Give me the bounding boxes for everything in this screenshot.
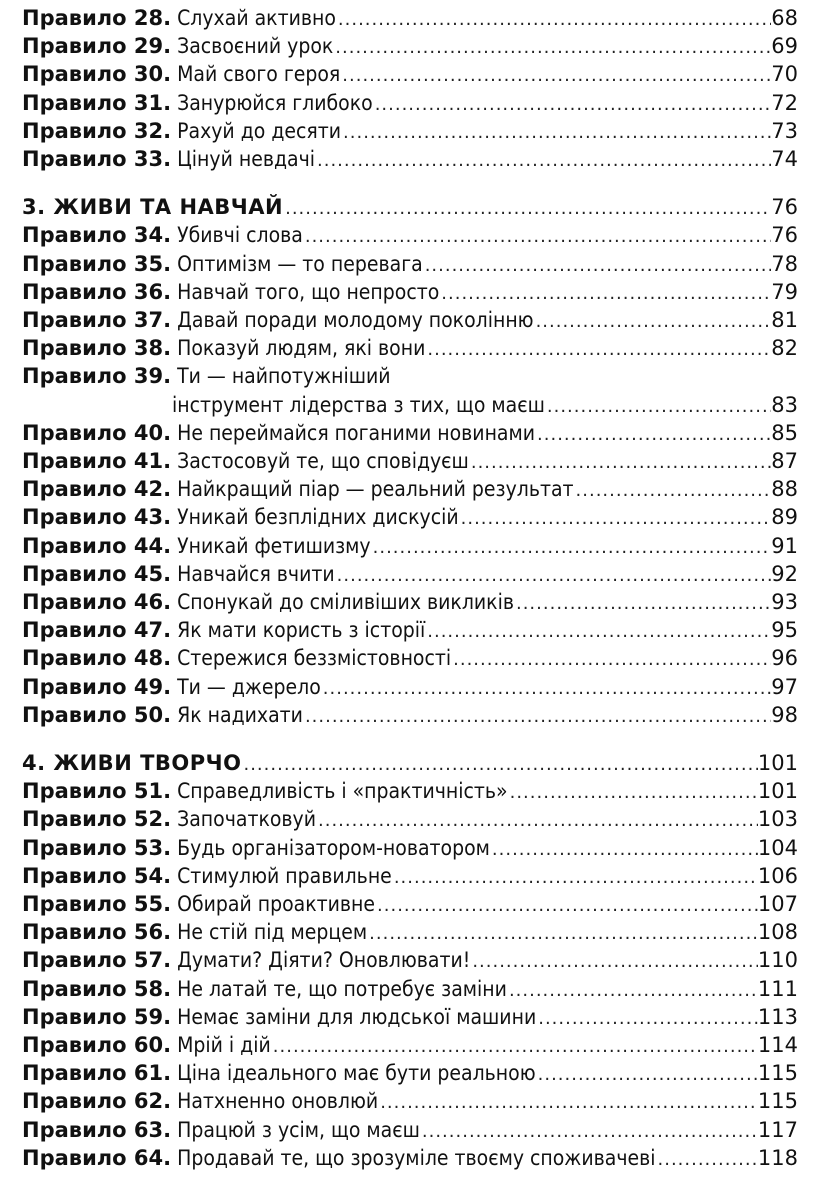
rule-label: Правило 44.	[22, 533, 172, 558]
section-title: 3. ЖИВИ ТА НАВЧАЙ	[22, 195, 284, 220]
rule-title: Засвоєний урок	[177, 34, 334, 59]
toc-entry	[22, 1116, 798, 1144]
page-number: 92	[771, 561, 798, 586]
page-number: 115	[757, 1089, 798, 1114]
rule-label: Правило 39.	[22, 364, 172, 389]
rule-label: Правило 40.	[22, 420, 172, 445]
page-number: 91	[771, 533, 798, 558]
page-number: 113	[757, 1004, 798, 1029]
page-number: 87	[771, 449, 798, 473]
toc-entry	[22, 475, 798, 503]
rule-label: Правило 33.	[22, 147, 172, 171]
page-number: 89	[771, 505, 798, 530]
dot-leader	[451, 646, 771, 674]
page-number: 93	[771, 590, 798, 614]
rule-label: Правило 60.	[22, 1033, 172, 1057]
rule-label: Правило 54.	[22, 863, 172, 888]
rule-label: Правило 42.	[22, 477, 172, 502]
rule-label: Правило 35.	[22, 251, 172, 276]
rule-label: Правило 62.	[22, 1089, 172, 1114]
rule-title: Навчайся вчити	[177, 561, 335, 586]
page-number: 101	[757, 779, 798, 804]
rule-title: Навчай того, що непросто	[177, 279, 440, 304]
rule-title: Занурюйся глибоко	[177, 90, 373, 115]
page-number: 85	[771, 420, 798, 445]
page-number: 70	[771, 62, 798, 87]
rule-title: Май свого героя	[177, 62, 341, 87]
dot-leader	[459, 505, 772, 533]
rule-title: Продавай те, що зрозуміле твоєму споживачеві	[177, 1145, 656, 1170]
toc-entry	[22, 777, 798, 805]
rule-label: Правило 28.	[22, 6, 172, 30]
rule-title: Думати? Діяти? Оновлювати!	[177, 948, 471, 973]
page-number: 83	[771, 392, 798, 417]
dot-leader	[315, 147, 771, 175]
toc-entry	[22, 644, 798, 672]
rule-title: Застосовуй те, що сповідуєш	[177, 449, 469, 473]
page-number: 108	[757, 920, 798, 945]
rule-title: Стережися беззмістовності	[177, 646, 452, 671]
rule-title: Рахуй до десяти	[177, 118, 342, 143]
rule-label: Правило 53.	[22, 835, 172, 860]
dot-leader	[303, 223, 771, 251]
rule-title: Започатковуй	[177, 807, 317, 832]
dot-leader	[392, 864, 758, 892]
rule-title: Оптимізм — то перевага	[177, 251, 423, 276]
rule-title: Ти — джерело	[177, 674, 321, 699]
rule-title: Не латай те, що потребує заміни	[177, 976, 507, 1001]
rule-title-line2: інструмент лідерства з тих, що маєш	[172, 392, 545, 417]
rule-title: Слухай активно	[177, 6, 336, 30]
toc-entry-continuation	[22, 391, 798, 419]
toc-entry	[22, 419, 798, 447]
toc-entry	[22, 805, 798, 833]
rule-title: Убивчі слова	[177, 223, 303, 248]
toc-entry	[22, 60, 798, 88]
page-number: 98	[771, 702, 798, 727]
dot-leader	[545, 393, 771, 421]
rule-label: Правило 34.	[22, 223, 172, 248]
dot-leader	[333, 34, 771, 62]
page-number: 73	[771, 118, 798, 143]
section-heading	[22, 193, 798, 221]
page-number: 114	[757, 1033, 798, 1057]
rule-title: Натхненно оновлюй	[177, 1089, 379, 1114]
page-number: 103	[757, 807, 798, 832]
dot-leader	[420, 1118, 758, 1146]
page-number: 81	[771, 308, 798, 332]
toc-entry	[22, 221, 798, 249]
dot-leader	[373, 91, 772, 119]
rule-label: Правило 50.	[22, 702, 172, 727]
toc-entry	[22, 1003, 798, 1031]
rule-title: Уникай безплідних дискусій	[177, 505, 459, 530]
rule-label: Правило 61.	[22, 1061, 172, 1086]
dot-leader	[316, 807, 758, 835]
toc-entry	[22, 834, 798, 862]
page-number: 96	[771, 646, 798, 671]
rule-title: Будь організатором-новатором	[177, 835, 490, 860]
dot-leader	[507, 977, 758, 1005]
rule-title: Найкращий піар — реальний результат	[177, 477, 574, 502]
page-number: 110	[757, 948, 798, 973]
rule-label: Правило 57.	[22, 948, 172, 973]
rule-title: Показуй людям, які вони	[177, 336, 426, 361]
toc-entry	[22, 588, 798, 616]
section-heading	[22, 749, 798, 777]
dot-leader	[341, 119, 771, 147]
page-number: 104	[757, 835, 798, 860]
page-number: 107	[757, 892, 798, 916]
toc-entry	[22, 117, 798, 145]
toc-entry	[22, 278, 798, 306]
toc-entry	[22, 1031, 798, 1059]
page-number: 106	[757, 863, 798, 888]
page-number: 72	[771, 90, 798, 115]
page-number: 79	[771, 279, 798, 304]
page-number: 117	[757, 1117, 798, 1142]
rule-title: Цінуй невдачі	[177, 147, 316, 171]
rule-label: Правило 63.	[22, 1117, 172, 1142]
page-number: 88	[771, 477, 798, 502]
rule-label: Правило 30.	[22, 62, 172, 87]
toc-entry	[22, 4, 798, 32]
rule-label: Правило 58.	[22, 976, 172, 1001]
rule-label: Правило 32.	[22, 118, 172, 143]
toc-entry	[22, 306, 798, 334]
rule-label: Правило 64.	[22, 1145, 172, 1170]
rule-label: Правило 56.	[22, 920, 172, 945]
dot-leader	[283, 195, 771, 223]
page-number: 74	[771, 147, 798, 171]
dot-leader	[425, 618, 771, 646]
rule-label: Правило 41.	[22, 449, 172, 473]
toc-entry	[22, 1059, 798, 1087]
rule-title: Не стій під мерцем	[177, 920, 368, 945]
rule-label: Правило 46.	[22, 590, 172, 614]
rule-label: Правило 45.	[22, 561, 172, 586]
page-number: 76	[771, 195, 798, 220]
toc-entry	[22, 1144, 798, 1172]
rule-title: Обирай проактивне	[177, 892, 376, 916]
page-number: 95	[771, 618, 798, 643]
toc-entry	[22, 250, 798, 278]
rule-title: Немає заміни для людської машини	[177, 1004, 537, 1029]
dot-leader	[439, 280, 771, 308]
rule-label: Правило 47.	[22, 618, 172, 643]
rule-title: Працюй з усім, що маєш	[177, 1117, 420, 1142]
rule-label: Правило 51.	[22, 779, 172, 804]
rule-label: Правило 36.	[22, 279, 172, 304]
dot-leader	[321, 675, 771, 703]
dot-leader	[508, 779, 758, 807]
toc-entry	[22, 334, 798, 362]
dot-leader	[470, 948, 758, 976]
toc-entry	[22, 616, 798, 644]
rule-label: Правило 59.	[22, 1004, 172, 1029]
dot-leader	[367, 920, 758, 948]
dot-leader	[303, 703, 771, 731]
toc-entry	[22, 447, 798, 475]
rule-label: Правило 49.	[22, 674, 172, 699]
rule-label: Правило 55.	[22, 892, 172, 916]
toc-entry	[22, 918, 798, 946]
rule-title: Спонукай до сміливіших викликів	[177, 590, 514, 614]
page-number: 76	[771, 223, 798, 248]
page-number: 69	[771, 34, 798, 59]
dot-leader	[536, 1005, 758, 1033]
toc-entry	[22, 560, 798, 588]
toc-entry	[22, 701, 798, 729]
toc-entry	[22, 1087, 798, 1115]
rule-label: Правило 37.	[22, 308, 172, 332]
page-number: 115	[757, 1061, 798, 1086]
toc-entry	[22, 890, 798, 918]
rule-label: Правило 31.	[22, 90, 172, 115]
rule-title: Як мати користь з історії	[177, 618, 426, 643]
dot-leader	[536, 1061, 758, 1089]
dot-leader	[335, 562, 772, 590]
dot-leader	[469, 449, 771, 477]
rule-title-line1: Ти — найпотужніший	[177, 364, 391, 389]
section-title: 4. ЖИВИ ТВОРЧО	[22, 751, 242, 775]
toc-entry	[22, 532, 798, 560]
rule-label: Правило 48.	[22, 646, 172, 671]
dot-leader	[336, 6, 771, 34]
rule-label: Правило 43.	[22, 505, 172, 530]
dot-leader	[271, 1033, 758, 1061]
toc-entry	[22, 503, 798, 531]
page-number: 118	[757, 1145, 798, 1170]
toc-entry	[22, 145, 798, 173]
dot-leader	[514, 590, 771, 618]
page-number: 97	[771, 674, 798, 699]
dot-leader	[423, 252, 772, 280]
toc-entry	[22, 975, 798, 1003]
rule-label: Правило 38.	[22, 336, 172, 361]
dot-leader	[490, 836, 758, 864]
dot-leader	[534, 308, 772, 336]
toc-entry	[22, 862, 798, 890]
rule-title: Ціна ідеального має бути реальною	[177, 1061, 536, 1086]
toc-entry	[22, 362, 798, 390]
rule-label: Правило 52.	[22, 807, 172, 832]
dot-leader	[535, 421, 771, 449]
page-number: 68	[771, 6, 798, 30]
rule-label: Правило 29.	[22, 34, 172, 59]
dot-leader	[425, 336, 771, 364]
toc-entry	[22, 32, 798, 60]
dot-leader	[656, 1146, 758, 1174]
page-number: 101	[757, 751, 798, 775]
rule-title: Мрій і дій	[177, 1033, 271, 1057]
page-number: 78	[771, 251, 798, 276]
rule-title: Стимулюй правильне	[177, 863, 392, 888]
rule-title: Давай поради молодому поколінню	[177, 308, 534, 332]
toc-entry	[22, 89, 798, 117]
dot-leader	[340, 62, 771, 90]
dot-leader	[574, 477, 772, 505]
toc-entry	[22, 673, 798, 701]
rule-title: Справедливість і «практичність»	[177, 779, 508, 804]
dot-leader	[378, 1089, 758, 1117]
dot-leader	[375, 892, 758, 920]
rule-title: Уникай фетишизму	[177, 533, 371, 558]
rule-title: Як надихати	[177, 702, 303, 727]
dot-leader	[371, 534, 772, 562]
page-number: 111	[757, 976, 798, 1001]
dot-leader	[241, 751, 757, 779]
toc-entry	[22, 946, 798, 974]
page-number: 82	[771, 336, 798, 361]
rule-title: Не переймайся поганими новинами	[177, 420, 536, 445]
